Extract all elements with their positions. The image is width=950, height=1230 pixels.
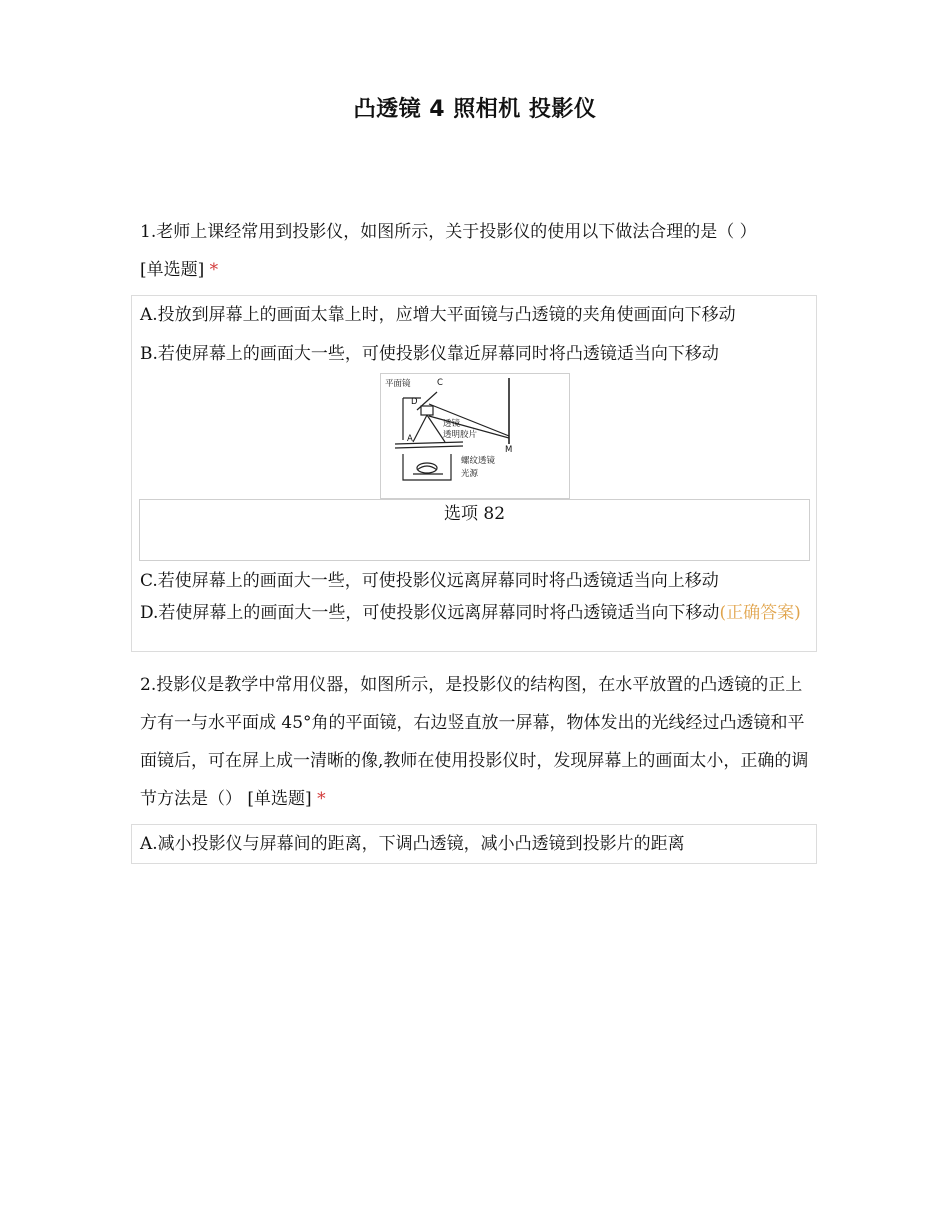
page-title: 凸透镜 4 照相机 投影仪 bbox=[353, 97, 597, 122]
question-2 bbox=[140, 666, 815, 818]
option-c-text: C.若使屏幕上的画面大一些，可使投影仪远离屏幕同时将凸透镜适当向上移动 bbox=[140, 571, 719, 591]
option-d[interactable] bbox=[140, 600, 812, 626]
option-d-text: D.若使屏幕上的画面大一些，可使投影仪远离屏幕同时将凸透镜适当向下移动 bbox=[140, 603, 720, 623]
label-fresnel: 螺纹透镜 bbox=[461, 456, 496, 466]
label-m: M bbox=[505, 445, 513, 455]
option-a[interactable] bbox=[140, 302, 812, 328]
mirror-line bbox=[417, 392, 437, 410]
question-1-type: [单选题] bbox=[140, 260, 205, 280]
projector-diagram-drawing bbox=[381, 374, 569, 498]
label-lens: 透镜 bbox=[443, 419, 461, 429]
correct-answer-tag: (正确答案) bbox=[719, 603, 801, 623]
option-b[interactable] bbox=[140, 341, 812, 367]
projector-diagram bbox=[380, 373, 570, 499]
option-a[interactable] bbox=[140, 831, 812, 857]
question-1 bbox=[140, 213, 815, 289]
label-mirror: 平面镜 bbox=[385, 379, 411, 389]
figure-caption-box bbox=[139, 499, 810, 561]
option-a-text: A.投放到屏幕上的画面太靠上时，应增大平面镜与凸透镜的夹角使画面向下移动 bbox=[140, 305, 736, 325]
option-c[interactable] bbox=[140, 568, 812, 594]
option-a-text: A.减小投影仪与屏幕间的距离，下调凸透镜，减小凸透镜到投影片的距离 bbox=[140, 834, 685, 854]
required-mark: * bbox=[209, 260, 219, 280]
label-d: D bbox=[411, 397, 418, 407]
question-1-text: 1.老师上课经常用到投影仪，如图所示，关于投影仪的使用以下做法合理的是（ ） bbox=[140, 222, 757, 242]
option-b-text: B.若使屏幕上的画面大一些，可使投影仪靠近屏幕同时将凸透镜适当向下移动 bbox=[140, 344, 719, 364]
question-2-type: [单选题] bbox=[247, 789, 312, 809]
label-c: C bbox=[437, 378, 443, 388]
label-a: A bbox=[407, 434, 413, 444]
question-2-text: 2.投影仪是教学中常用仪器，如图所示，是投影仪的结构图，在水平放置的凸透镜的正上方有一与水平面成 45°角的平面镜，右边竖直放一屏幕，物体发出的光线经过凸透镜和平面镜后，可在屏上成一清晰的像,教师在使用投影仪时，发现屏幕上的画面太小，正确的调节方法是（） bbox=[140, 675, 809, 809]
label-film: 透明胶片 bbox=[443, 430, 478, 440]
label-light: 光源 bbox=[461, 469, 479, 479]
required-mark: * bbox=[317, 789, 326, 809]
figure-caption: 选项 82 bbox=[443, 504, 506, 524]
